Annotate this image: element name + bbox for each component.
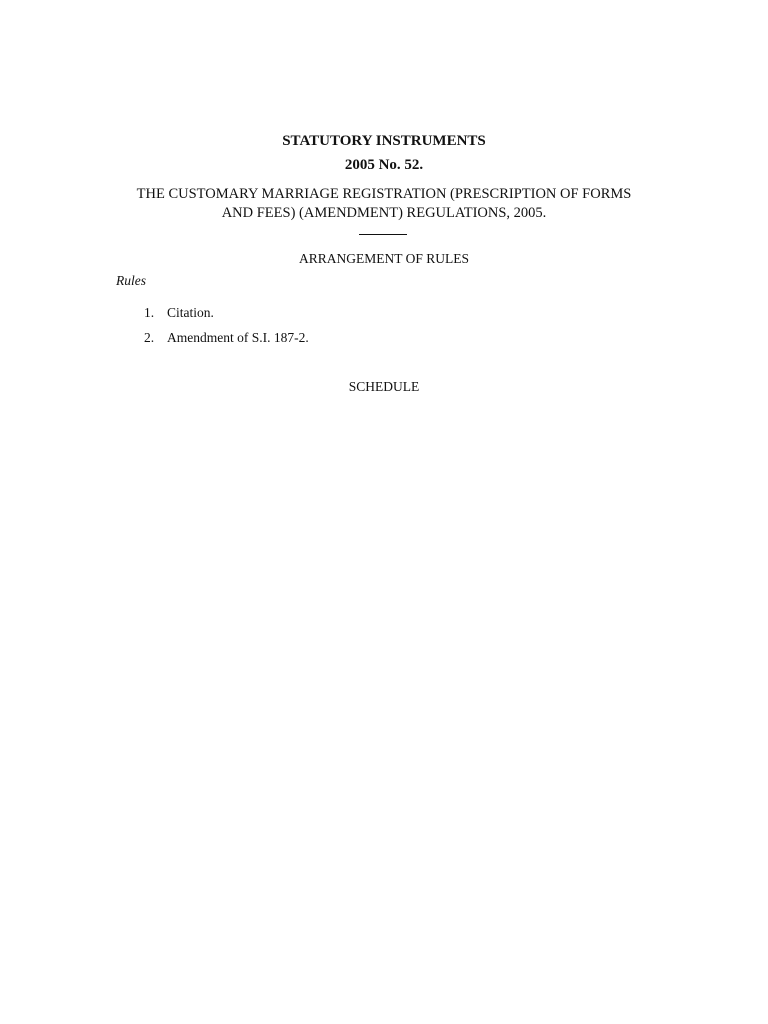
instrument-number-heading: 2005 No. 52. bbox=[344, 157, 424, 173]
rule-item-citation bbox=[144, 304, 309, 329]
statutory-instruments-heading: STATUTORY INSTRUMENTS bbox=[282, 133, 486, 149]
title-divider bbox=[359, 234, 407, 235]
rule-text: Amendment of S.I. 187-2. bbox=[167, 330, 309, 345]
rule-text: Citation. bbox=[167, 305, 214, 320]
rule-number: 1. bbox=[144, 305, 155, 320]
rules-list bbox=[144, 304, 309, 354]
arrangement-of-rules-heading: ARRANGEMENT OF RULES bbox=[298, 251, 469, 266]
rule-item-amendment bbox=[144, 329, 309, 354]
regulation-title-line-2: AND FEES) (AMENDMENT) REGULATIONS, 2005. bbox=[221, 205, 547, 221]
schedule-heading: SCHEDULE bbox=[348, 379, 420, 394]
rules-column-label: Rules bbox=[116, 273, 146, 288]
rule-number: 2. bbox=[144, 330, 155, 345]
regulation-title-line-1: THE CUSTOMARY MARRIAGE REGISTRATION (PRESCRIPTION OF FORMS bbox=[136, 186, 632, 202]
